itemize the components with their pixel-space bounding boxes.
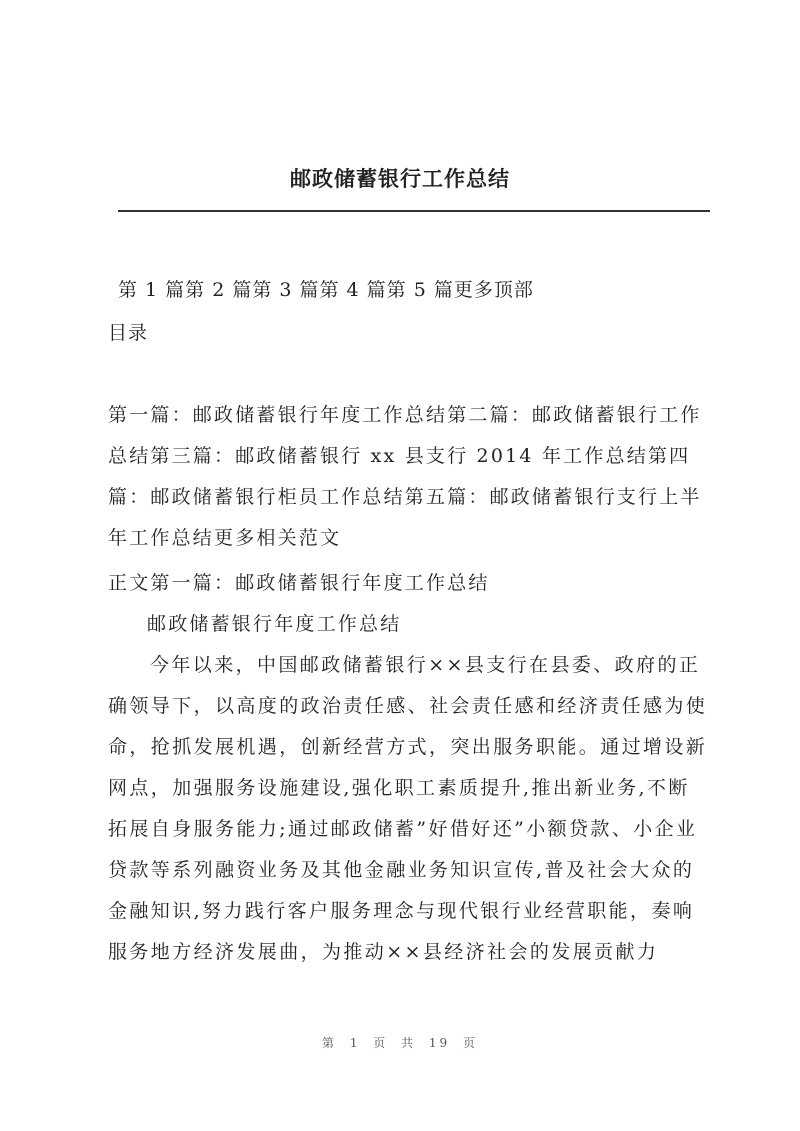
article-nav-links[interactable]: 第 1 篇第 2 篇第 3 篇第 4 篇第 5 篇更多顶部 xyxy=(118,279,534,301)
page-footer: 第 1 页 共 19 页 xyxy=(322,1036,478,1050)
body-heading: 正文第一篇：邮政储蓄银行年度工作总结 xyxy=(108,572,490,594)
page-title: 邮政储蓄银行工作总结 xyxy=(290,166,510,191)
section-subtitle: 邮政储蓄银行年度工作总结 xyxy=(147,613,402,635)
title-divider xyxy=(118,210,710,212)
toc-label: 目录 xyxy=(108,322,149,344)
toc-text: 第一篇：邮政储蓄银行年度工作总结第二篇：邮政储蓄银行工作总结第三篇：邮政储蓄银行 xx 县支行 2014 年工作总结第四篇：邮政储蓄银行柜员工作总结第五篇：邮政储蓄银行支行上半年工作总结更多相关范文 xyxy=(108,404,702,549)
body-paragraph: 今年以来，中国邮政储蓄银行××县支行在县委、政府的正确领导下，以高度的政治责任感、社会责任感和经济责任感为使命，抢抓发展机遇，创新经营方式，突出服务职能。通过增设新网点，加强服务设施建设,强化职工素质提升,推出新业务,不断拓展自身服务能力;通过邮政储蓄”好借好还”小额贷款、小企业贷款等系列融资业务及其他金融业务知识宣传,普及社会大众的金融知识,努力践行客户服务理念与现代银行业经营职能，奏响服务地方经济发展曲，为推动××县经济社会的发展贡献力 xyxy=(108,654,708,963)
